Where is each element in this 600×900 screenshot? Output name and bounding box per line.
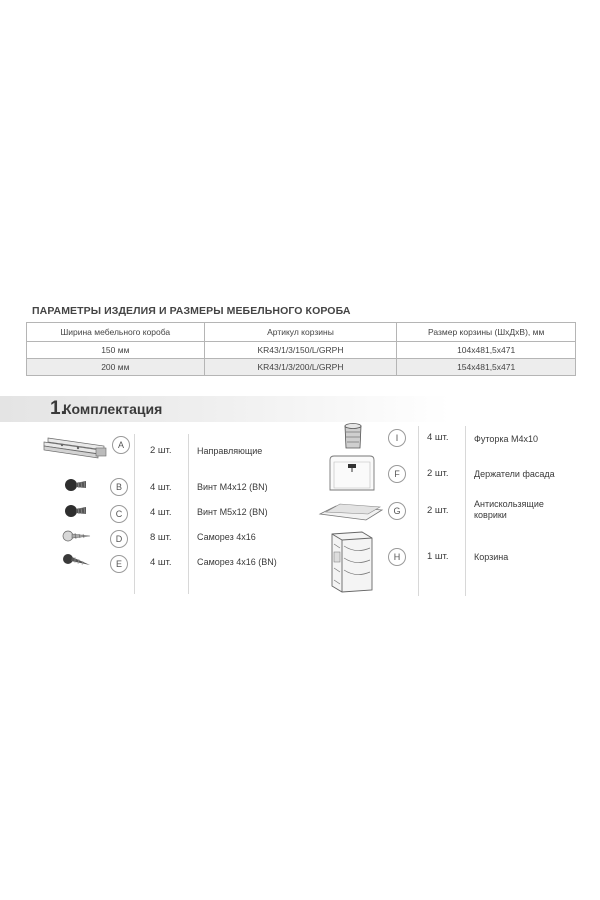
item-letter-g: G [388,502,406,520]
drawer-runner-icon [42,436,114,460]
section-header [0,396,600,422]
item-name: Винт М5х12 (BN) [197,507,268,517]
item-qty: 2 шт. [150,445,172,456]
item-letter-c: C [110,505,128,523]
params-header-row [27,323,576,342]
params-title: ПАРАМЕТРЫ ИЗДЕЛИЯ И РАЗМЕРЫ МЕБЕЛЬНОГО КОРОБА [32,305,351,317]
item-qty: 4 шт. [150,557,172,568]
item-qty: 4 шт. [150,482,172,493]
params-table [26,322,576,376]
item-letter-e: E [110,555,128,573]
item-name: Саморез 4х16 [197,532,256,542]
item-letter-d: D [110,530,128,548]
front-holder-icon [326,452,378,494]
item-letter-f: F [388,465,406,483]
item-qty: 2 шт. [427,468,449,479]
params-header-article: Артикул корзины [204,323,397,342]
item-letter-b: B [110,478,128,496]
self-tapping-screw-icon [62,552,92,570]
table-row [27,359,576,376]
table-cell: 154x481,5x471 [397,359,576,376]
table-cell: 200 мм [27,359,205,376]
anti-slip-mat-icon [318,500,384,522]
item-letter-a: A [112,436,130,454]
item-name: Корзина [474,552,509,562]
divider [134,434,135,594]
table-cell: KR43/1/3/200/L/GRPH [204,359,397,376]
section-number: 1. [50,398,66,419]
table-cell: KR43/1/3/150/L/GRPH [204,342,397,359]
item-letter-h: H [388,548,406,566]
item-name: Держатели фасада [474,469,555,479]
section-title: Комплектация [63,401,163,417]
divider [418,426,419,596]
divider [465,426,466,596]
basket-icon [326,530,378,594]
insert-nut-icon [340,422,366,452]
item-qty: 4 шт. [150,507,172,518]
screw-icon [64,476,88,494]
item-name: Антискользящие коврики [474,499,544,520]
item-name: Винт М4х12 (BN) [197,482,268,492]
item-qty: 8 шт. [150,532,172,543]
item-name: Направляющие [197,446,263,456]
self-tapping-screw-icon [62,528,92,544]
screw-icon [64,502,88,520]
divider [188,434,189,594]
params-header-width: Ширина мебельного короба [27,323,205,342]
table-row [27,342,576,359]
item-name: Футорка М4х10 [474,434,539,444]
item-qty: 1 шт. [427,551,449,562]
item-letter-i: I [388,429,406,447]
item-name: Саморез 4х16 (BN) [197,557,277,567]
item-qty: 2 шт. [427,505,449,516]
params-header-size: Размер корзины (ШхДхВ), мм [397,323,576,342]
table-cell: 104x481,5x471 [397,342,576,359]
table-cell: 150 мм [27,342,205,359]
item-qty: 4 шт. [427,432,449,443]
